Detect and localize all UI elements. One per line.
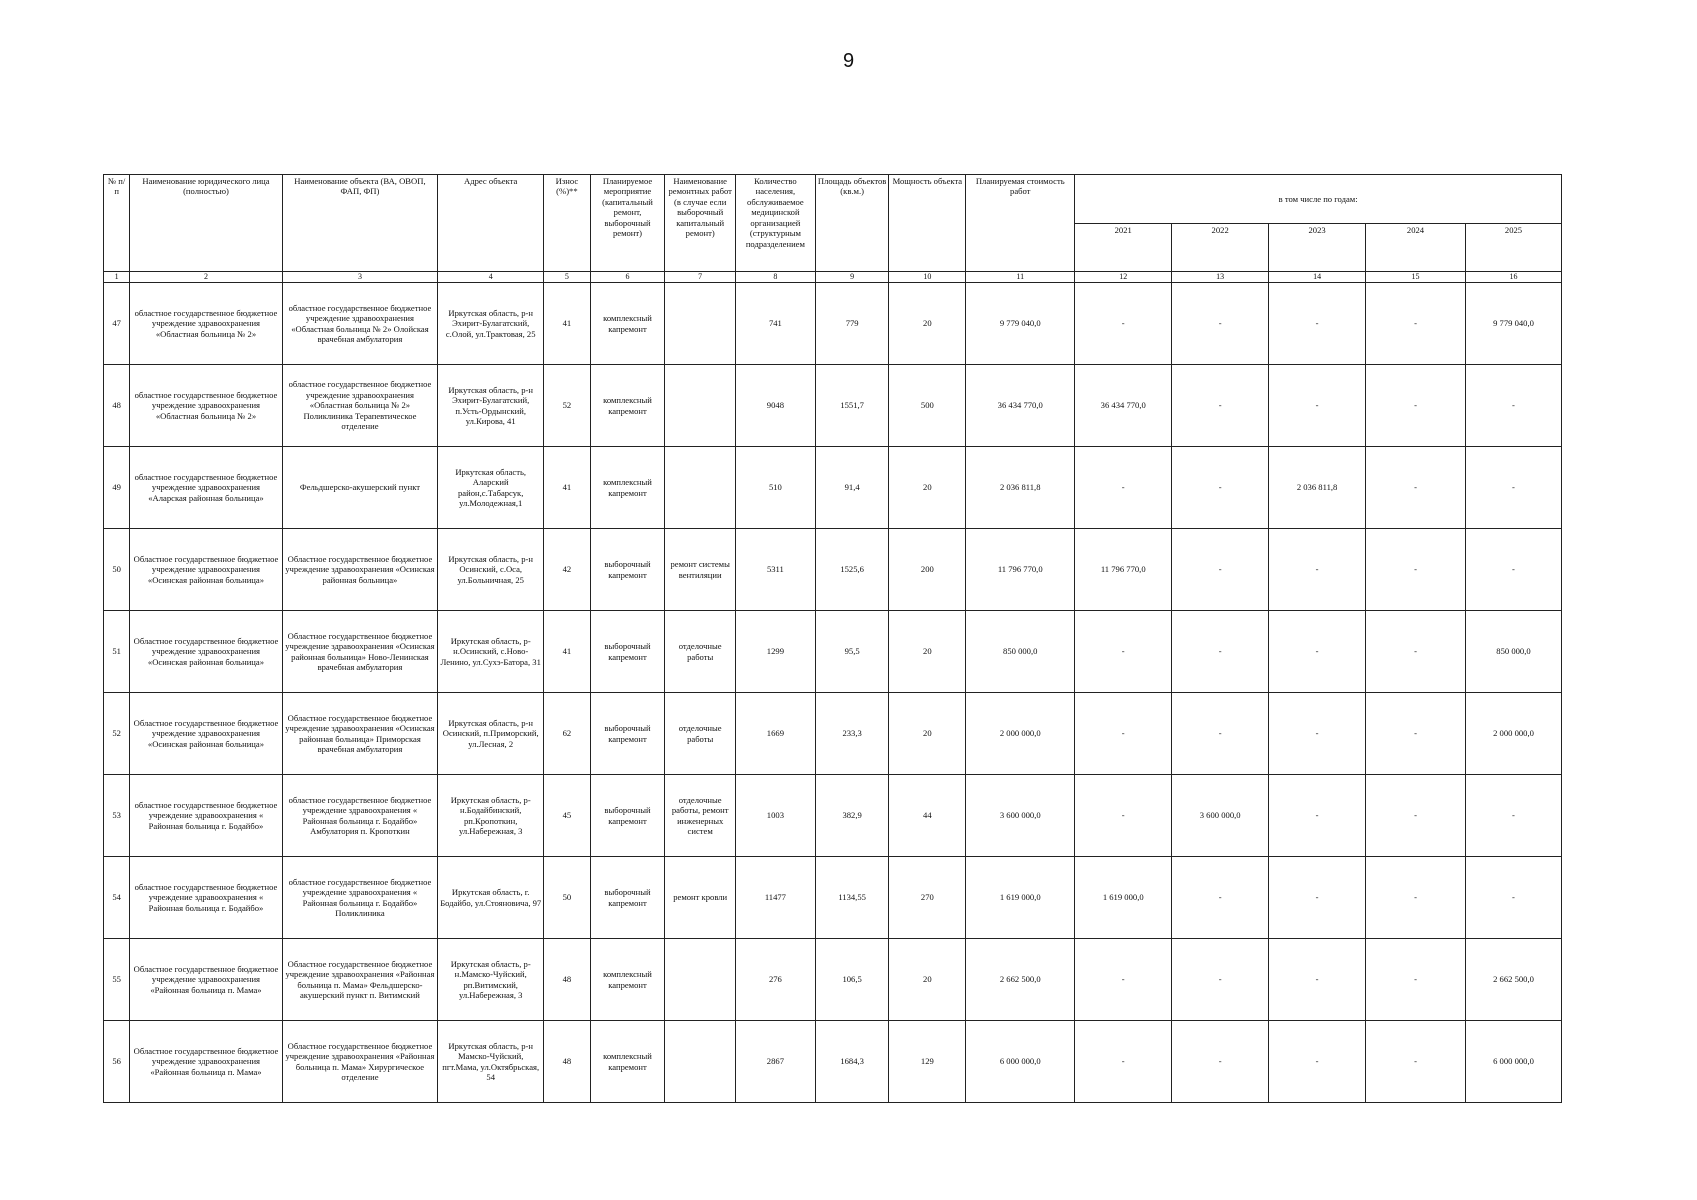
object-name-cell: областное государственное бюджетное учреждение здравоохранения « Районная больница г. Бодайбо» Амбулатория п. Кропоткин [282,775,437,857]
object-name-cell: Областное государственное бюджетное учреждение здравоохранения «Районная больница п. Мама» Фельдшерско-акушерский пункт п. Витимский [282,939,437,1021]
wear-cell: 41 [544,283,590,365]
population-cell: 741 [736,283,816,365]
works-cell: отделочные работы [665,611,736,693]
works-cell: ремонт кровли [665,857,736,939]
year-2024-cell: - [1366,857,1466,939]
works-cell [665,365,736,447]
column-number: 10 [889,272,966,283]
row-number: 53 [104,775,130,857]
year-2023-cell: 2 036 811,8 [1269,447,1366,529]
capacity-cell: 20 [889,447,966,529]
object-name-cell: Областное государственное бюджетное учреждение здравоохранения «Районная больница п. Мама» Хирургическое отделение [282,1021,437,1103]
measure-cell: выборочный капремонт [590,857,665,939]
address-cell: Иркутская область, р-н Мамско-Чуйский, пгт.Мама, ул.Октябрьская, 54 [438,1021,544,1103]
population-cell: 2867 [736,1021,816,1103]
year-2024-cell: - [1366,529,1466,611]
year-2021-cell: - [1075,939,1172,1021]
population-cell: 9048 [736,365,816,447]
area-cell: 1525,6 [815,529,889,611]
cost-cell: 36 434 770,0 [966,365,1075,447]
wear-cell: 41 [544,611,590,693]
row-number: 55 [104,939,130,1021]
address-cell: Иркутская область, р-н.Мамско-Чуйский, рп.Витимский, ул.Набережная, 3 [438,939,544,1021]
wear-cell: 41 [544,447,590,529]
year-2023-cell: - [1269,1021,1366,1103]
population-cell: 5311 [736,529,816,611]
year-2022-cell: - [1172,1021,1269,1103]
year-2024-cell: - [1366,611,1466,693]
entity-name-cell: Областное государственное бюджетное учреждение здравоохранения «Районная больница п. Мама» [130,1021,282,1103]
header-population: Количество населения, обслуживаемое медицинской организацией (структурным подразделением [736,175,816,272]
year-2025-cell: 6 000 000,0 [1465,1021,1561,1103]
year-2024-cell: - [1366,447,1466,529]
header-years-group: в том числе по годам: [1075,175,1562,224]
year-2022-cell: - [1172,693,1269,775]
works-cell [665,447,736,529]
object-name-cell: Фельдшерско-акушерский пункт [282,447,437,529]
address-cell: Иркутская область, Аларский район,с.Табарсук, ул.Молодежная,1 [438,447,544,529]
column-number: 15 [1366,272,1466,283]
header-year-2022: 2022 [1172,224,1269,272]
page-number: 9 [842,50,855,72]
row-number: 47 [104,283,130,365]
column-number: 9 [815,272,889,283]
entity-name-cell: областное государственное бюджетное учреждение здравоохранения «Областная больница № 2» [130,283,282,365]
table-row [104,857,1562,939]
row-number: 50 [104,529,130,611]
year-2024-cell: - [1366,693,1466,775]
row-number: 54 [104,857,130,939]
works-cell [665,283,736,365]
year-2024-cell: - [1366,365,1466,447]
year-2025-cell: 850 000,0 [1465,611,1561,693]
cost-cell: 2 036 811,8 [966,447,1075,529]
year-2023-cell: - [1269,611,1366,693]
wear-cell: 62 [544,693,590,775]
area-cell: 1551,7 [815,365,889,447]
population-cell: 276 [736,939,816,1021]
column-number: 7 [665,272,736,283]
table-row [104,365,1562,447]
year-2023-cell: - [1269,939,1366,1021]
capacity-cell: 129 [889,1021,966,1103]
year-2022-cell: - [1172,857,1269,939]
measure-cell: комплексный капремонт [590,1021,665,1103]
column-number: 13 [1172,272,1269,283]
entity-name-cell: областное государственное бюджетное учреждение здравоохранения «Областная больница № 2» [130,365,282,447]
capacity-cell: 20 [889,693,966,775]
header-wear: Износ (%)** [544,175,590,272]
year-2022-cell: - [1172,611,1269,693]
table-row [104,529,1562,611]
capacity-cell: 20 [889,939,966,1021]
address-cell: Иркутская область, р-н Эхирит-Булагатский, с.Олой, ул.Трактовая, 25 [438,283,544,365]
year-2023-cell: - [1269,365,1366,447]
table-row [104,447,1562,529]
column-number: 6 [590,272,665,283]
object-name-cell: Областное государственное бюджетное учреждение здравоохранения «Осинская районная больница» Приморская врачебная амбулатория [282,693,437,775]
population-cell: 1669 [736,693,816,775]
area-cell: 106,5 [815,939,889,1021]
header-year-2023: 2023 [1269,224,1366,272]
year-2021-cell: - [1075,283,1172,365]
year-2025-cell: - [1465,529,1561,611]
table-row [104,775,1562,857]
wear-cell: 50 [544,857,590,939]
entity-name-cell: Областное государственное бюджетное учреждение здравоохранения «Осинская районная больница» [130,693,282,775]
area-cell: 91,4 [815,447,889,529]
population-cell: 1299 [736,611,816,693]
table-row [104,283,1562,365]
capacity-cell: 44 [889,775,966,857]
address-cell: Иркутская область, р-н.Бодайбинский, рп.Кропоткин, ул.Набережная, 3 [438,775,544,857]
year-2021-cell: 11 796 770,0 [1075,529,1172,611]
cost-cell: 1 619 000,0 [966,857,1075,939]
capacity-cell: 20 [889,283,966,365]
year-2022-cell: 3 600 000,0 [1172,775,1269,857]
table-row [104,939,1562,1021]
table-row [104,611,1562,693]
header-cost: Планируемая стоимость работ [966,175,1075,272]
measure-cell: комплексный капремонт [590,365,665,447]
address-cell: Иркутская область, г. Бодайбо, ул.Стояновича, 97 [438,857,544,939]
works-cell [665,1021,736,1103]
year-2023-cell: - [1269,775,1366,857]
year-2021-cell: - [1075,693,1172,775]
header-capacity: Мощность объекта [889,175,966,272]
area-cell: 1134,55 [815,857,889,939]
address-cell: Иркутская область, р-н Эхирит-Булагатский, п.Усть-Ордынский, ул.Кирова, 41 [438,365,544,447]
header-year-2021: 2021 [1075,224,1172,272]
year-2021-cell: - [1075,611,1172,693]
header-number: № п/п [104,175,130,272]
year-2025-cell: 9 779 040,0 [1465,283,1561,365]
year-2024-cell: - [1366,939,1466,1021]
capacity-cell: 500 [889,365,966,447]
population-cell: 510 [736,447,816,529]
header-year-2025: 2025 [1465,224,1561,272]
header-entity: Наименование юридического лица (полностью) [130,175,282,272]
works-cell: ремонт системы вентиляции [665,529,736,611]
year-2025-cell: 2 662 500,0 [1465,939,1561,1021]
area-cell: 382,9 [815,775,889,857]
wear-cell: 45 [544,775,590,857]
year-2022-cell: - [1172,365,1269,447]
column-number: 14 [1269,272,1366,283]
year-2021-cell: - [1075,775,1172,857]
year-2021-cell: 36 434 770,0 [1075,365,1172,447]
address-cell: Иркутская область, р-н Осинский, п.Приморский, ул.Лесная, 2 [438,693,544,775]
row-number: 56 [104,1021,130,1103]
works-cell: отделочные работы [665,693,736,775]
row-number: 51 [104,611,130,693]
cost-cell: 6 000 000,0 [966,1021,1075,1103]
measure-cell: выборочный капремонт [590,529,665,611]
wear-cell: 52 [544,365,590,447]
measure-cell: комплексный капремонт [590,283,665,365]
cost-cell: 9 779 040,0 [966,283,1075,365]
object-name-cell: областное государственное бюджетное учреждение здравоохранения «Областная больница № 2» Поликлиника Терапевтическое отделение [282,365,437,447]
row-number: 52 [104,693,130,775]
column-numbers-row [104,272,1562,283]
year-2024-cell: - [1366,283,1466,365]
wear-cell: 48 [544,939,590,1021]
object-name-cell: Областное государственное бюджетное учреждение здравоохранения «Осинская районная больница» [282,529,437,611]
header-works: Наименование ремонтных работ (в случае если выборочный капитальный ремонт) [665,175,736,272]
works-cell [665,939,736,1021]
year-2021-cell: 1 619 000,0 [1075,857,1172,939]
object-name-cell: областное государственное бюджетное учреждение здравоохранения «Областная больница № 2» Олойская врачебная амбулатория [282,283,437,365]
capacity-cell: 20 [889,611,966,693]
area-cell: 233,3 [815,693,889,775]
year-2025-cell: - [1465,775,1561,857]
area-cell: 779 [815,283,889,365]
column-number: 8 [736,272,816,283]
year-2022-cell: - [1172,939,1269,1021]
header-address: Адрес объекта [438,175,544,272]
wear-cell: 48 [544,1021,590,1103]
year-2023-cell: - [1269,529,1366,611]
year-2024-cell: - [1366,775,1466,857]
measure-cell: выборочный капремонт [590,775,665,857]
repair-plan-table [103,174,1562,1103]
header-object: Наименование объекта (ВА, ОВОП, ФАП, ФП) [282,175,437,272]
wear-cell: 42 [544,529,590,611]
year-2024-cell: - [1366,1021,1466,1103]
table-row [104,693,1562,775]
measure-cell: выборочный капремонт [590,693,665,775]
column-number: 12 [1075,272,1172,283]
year-2021-cell: - [1075,1021,1172,1103]
year-2025-cell: - [1465,857,1561,939]
header-measure: Планируемое мероприятие (капитальный ремонт, выборочный ремонт) [590,175,665,272]
measure-cell: комплексный капремонт [590,939,665,1021]
capacity-cell: 270 [889,857,966,939]
year-2025-cell: 2 000 000,0 [1465,693,1561,775]
column-number: 16 [1465,272,1561,283]
capacity-cell: 200 [889,529,966,611]
table-row [104,1021,1562,1103]
population-cell: 1003 [736,775,816,857]
entity-name-cell: Областное государственное бюджетное учреждение здравоохранения «Осинская районная больница» [130,611,282,693]
address-cell: Иркутская область, р-н.Осинский, с.Ново-Ленино, ул.Сухэ-Батора, 31 [438,611,544,693]
year-2025-cell: - [1465,447,1561,529]
measure-cell: комплексный капремонт [590,447,665,529]
cost-cell: 11 796 770,0 [966,529,1075,611]
object-name-cell: Областное государственное бюджетное учреждение здравоохранения «Осинская районная больница» Ново-Ленинская врачебная амбулатория [282,611,437,693]
column-number: 5 [544,272,590,283]
row-number: 49 [104,447,130,529]
address-cell: Иркутская область, р-н Осинский, с.Оса, ул.Больничная, 25 [438,529,544,611]
cost-cell: 2 662 500,0 [966,939,1075,1021]
row-number: 48 [104,365,130,447]
year-2022-cell: - [1172,283,1269,365]
entity-name-cell: Областное государственное бюджетное учреждение здравоохранения «Осинская районная больница» [130,529,282,611]
column-number: 4 [438,272,544,283]
object-name-cell: областное государственное бюджетное учреждение здравоохранения « Районная больница г. Бодайбо» Поликлиника [282,857,437,939]
measure-cell: выборочный капремонт [590,611,665,693]
header-area: Площадь объектов (кв.м.) [815,175,889,272]
cost-cell: 2 000 000,0 [966,693,1075,775]
entity-name-cell: областное государственное бюджетное учреждение здравоохранения « Районная больница г. Бодайбо» [130,857,282,939]
entity-name-cell: областное государственное бюджетное учреждение здравоохранения « Районная больница г. Бодайбо» [130,775,282,857]
header-year-2024: 2024 [1366,224,1466,272]
column-number: 11 [966,272,1075,283]
entity-name-cell: областное государственное бюджетное учреждение здравоохранения «Аларская районная больница» [130,447,282,529]
cost-cell: 850 000,0 [966,611,1075,693]
column-number: 2 [130,272,282,283]
cost-cell: 3 600 000,0 [966,775,1075,857]
area-cell: 95,5 [815,611,889,693]
year-2023-cell: - [1269,693,1366,775]
column-number: 1 [104,272,130,283]
area-cell: 1684,3 [815,1021,889,1103]
column-number: 3 [282,272,437,283]
year-2021-cell: - [1075,447,1172,529]
year-2022-cell: - [1172,447,1269,529]
works-cell: отделочные работы, ремонт инженерных систем [665,775,736,857]
year-2025-cell: - [1465,365,1561,447]
entity-name-cell: Областное государственное бюджетное учреждение здравоохранения «Районная больница п. Мама» [130,939,282,1021]
year-2023-cell: - [1269,283,1366,365]
year-2023-cell: - [1269,857,1366,939]
year-2022-cell: - [1172,529,1269,611]
population-cell: 11477 [736,857,816,939]
